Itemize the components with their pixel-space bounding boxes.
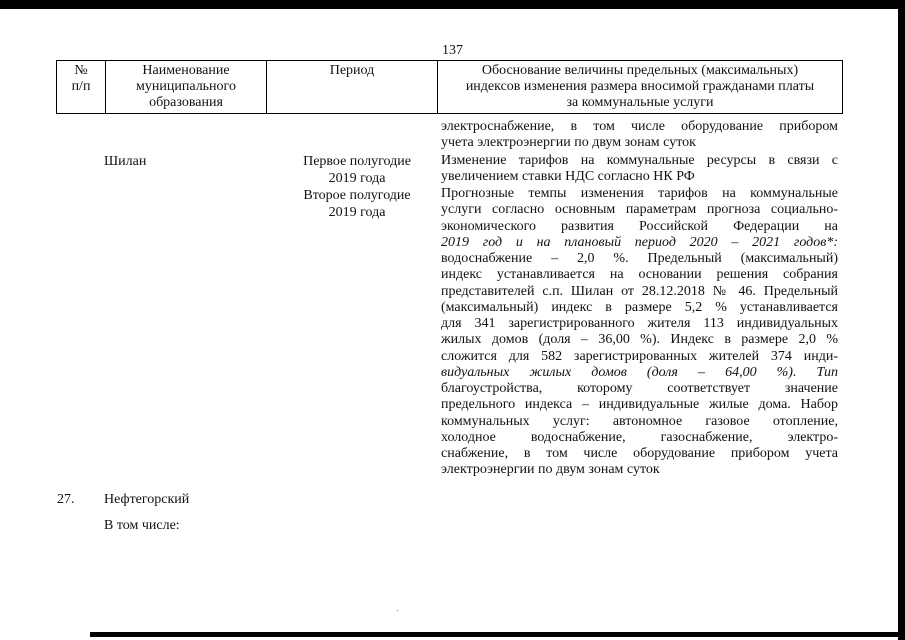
scan-border-bottom: [90, 632, 905, 637]
text-line: для 341 зарегистрированного жителя 113 индивидуальных: [441, 316, 838, 331]
justification-vat: [441, 153, 838, 186]
scan-speck: [397, 610, 398, 611]
header-municipality: Наименование муниципального образования: [106, 61, 267, 114]
text-line: благоустройства, которому соответствует значение: [441, 381, 838, 396]
period-label: Первое полугодие: [303, 154, 411, 169]
header-period: Период: [267, 61, 438, 114]
text-line: (максимальный) индекс в размере 5,2 % устанавливается: [441, 299, 838, 315]
text-line: коммунальных услуг: автономное газовое отопление,: [441, 413, 838, 429]
text-line: холодное водоснабжение, газоснабжение, электро-: [441, 429, 838, 445]
period-first-half: [297, 153, 417, 187]
scan-border-top: [0, 0, 905, 9]
text-line: водоснабжение – 2,0 %. Предельный (максимальный): [441, 251, 838, 266]
text-line: представителей с.п. Шилан от 28.12.2018 № 46. Предельный: [441, 283, 838, 299]
period-label: Второе полугодие: [303, 188, 411, 203]
text-line: Прогнозные темпы изменения тарифов на коммунальные: [441, 186, 838, 201]
text-line: Изменение тарифов на коммунальные ресурсы в связи с: [441, 153, 838, 168]
text-line: индекс устанавливается на основании решения собрания: [441, 267, 838, 283]
text-line: видуальных жилых домов (доля – 64,00 %). Тип: [441, 364, 838, 380]
municipality-name: Шилан: [104, 154, 147, 169]
scan-border-right: [898, 0, 905, 640]
justification-forecast: [441, 186, 838, 479]
text-line: предельного индекса – индивидуальные жилые дома. Набор: [441, 397, 838, 413]
text-line: учета электроэнергии по двум зонам суток: [441, 135, 696, 151]
table-header: [56, 60, 843, 114]
period-year: 2019 года: [328, 171, 386, 186]
page-number: 137: [442, 43, 463, 58]
text-line: жилых домов (доля – 36,00 %). Индекс в размере 2,0 %: [441, 332, 838, 348]
subsection-label: В том числе:: [104, 518, 180, 533]
text-line: 2019 год и на плановый период 2020 – 2021 годов*:: [441, 234, 838, 250]
municipality-name: Нефтегорский: [104, 492, 190, 507]
text-line: экономического развития Российской Федерации на: [441, 218, 838, 234]
header-justification: Обоснование величины предельных (максимальных) индексов изменения размера вносимой гражданами платы за коммунальные услуги: [438, 61, 843, 114]
header-number: № п/п: [57, 61, 106, 114]
text-line: увеличением ставки НДС согласно НК РФ: [441, 169, 695, 185]
text-line: снабжение, в том числе оборудование прибором учета: [441, 446, 838, 461]
text-line: сложится для 582 зарегистрированных жителей 374 инди-: [441, 348, 838, 364]
row-number: 27.: [57, 492, 75, 507]
text-line: электроснабжение, в том числе оборудование прибором: [441, 119, 838, 134]
period-year: 2019 года: [328, 205, 386, 220]
text-line: электроэнергии по двум зонам суток: [441, 462, 660, 478]
period-second-half: [297, 187, 417, 221]
text-line: услуги согласно основным параметрам прогноза социально-: [441, 202, 838, 218]
continuation-text: [441, 119, 838, 152]
